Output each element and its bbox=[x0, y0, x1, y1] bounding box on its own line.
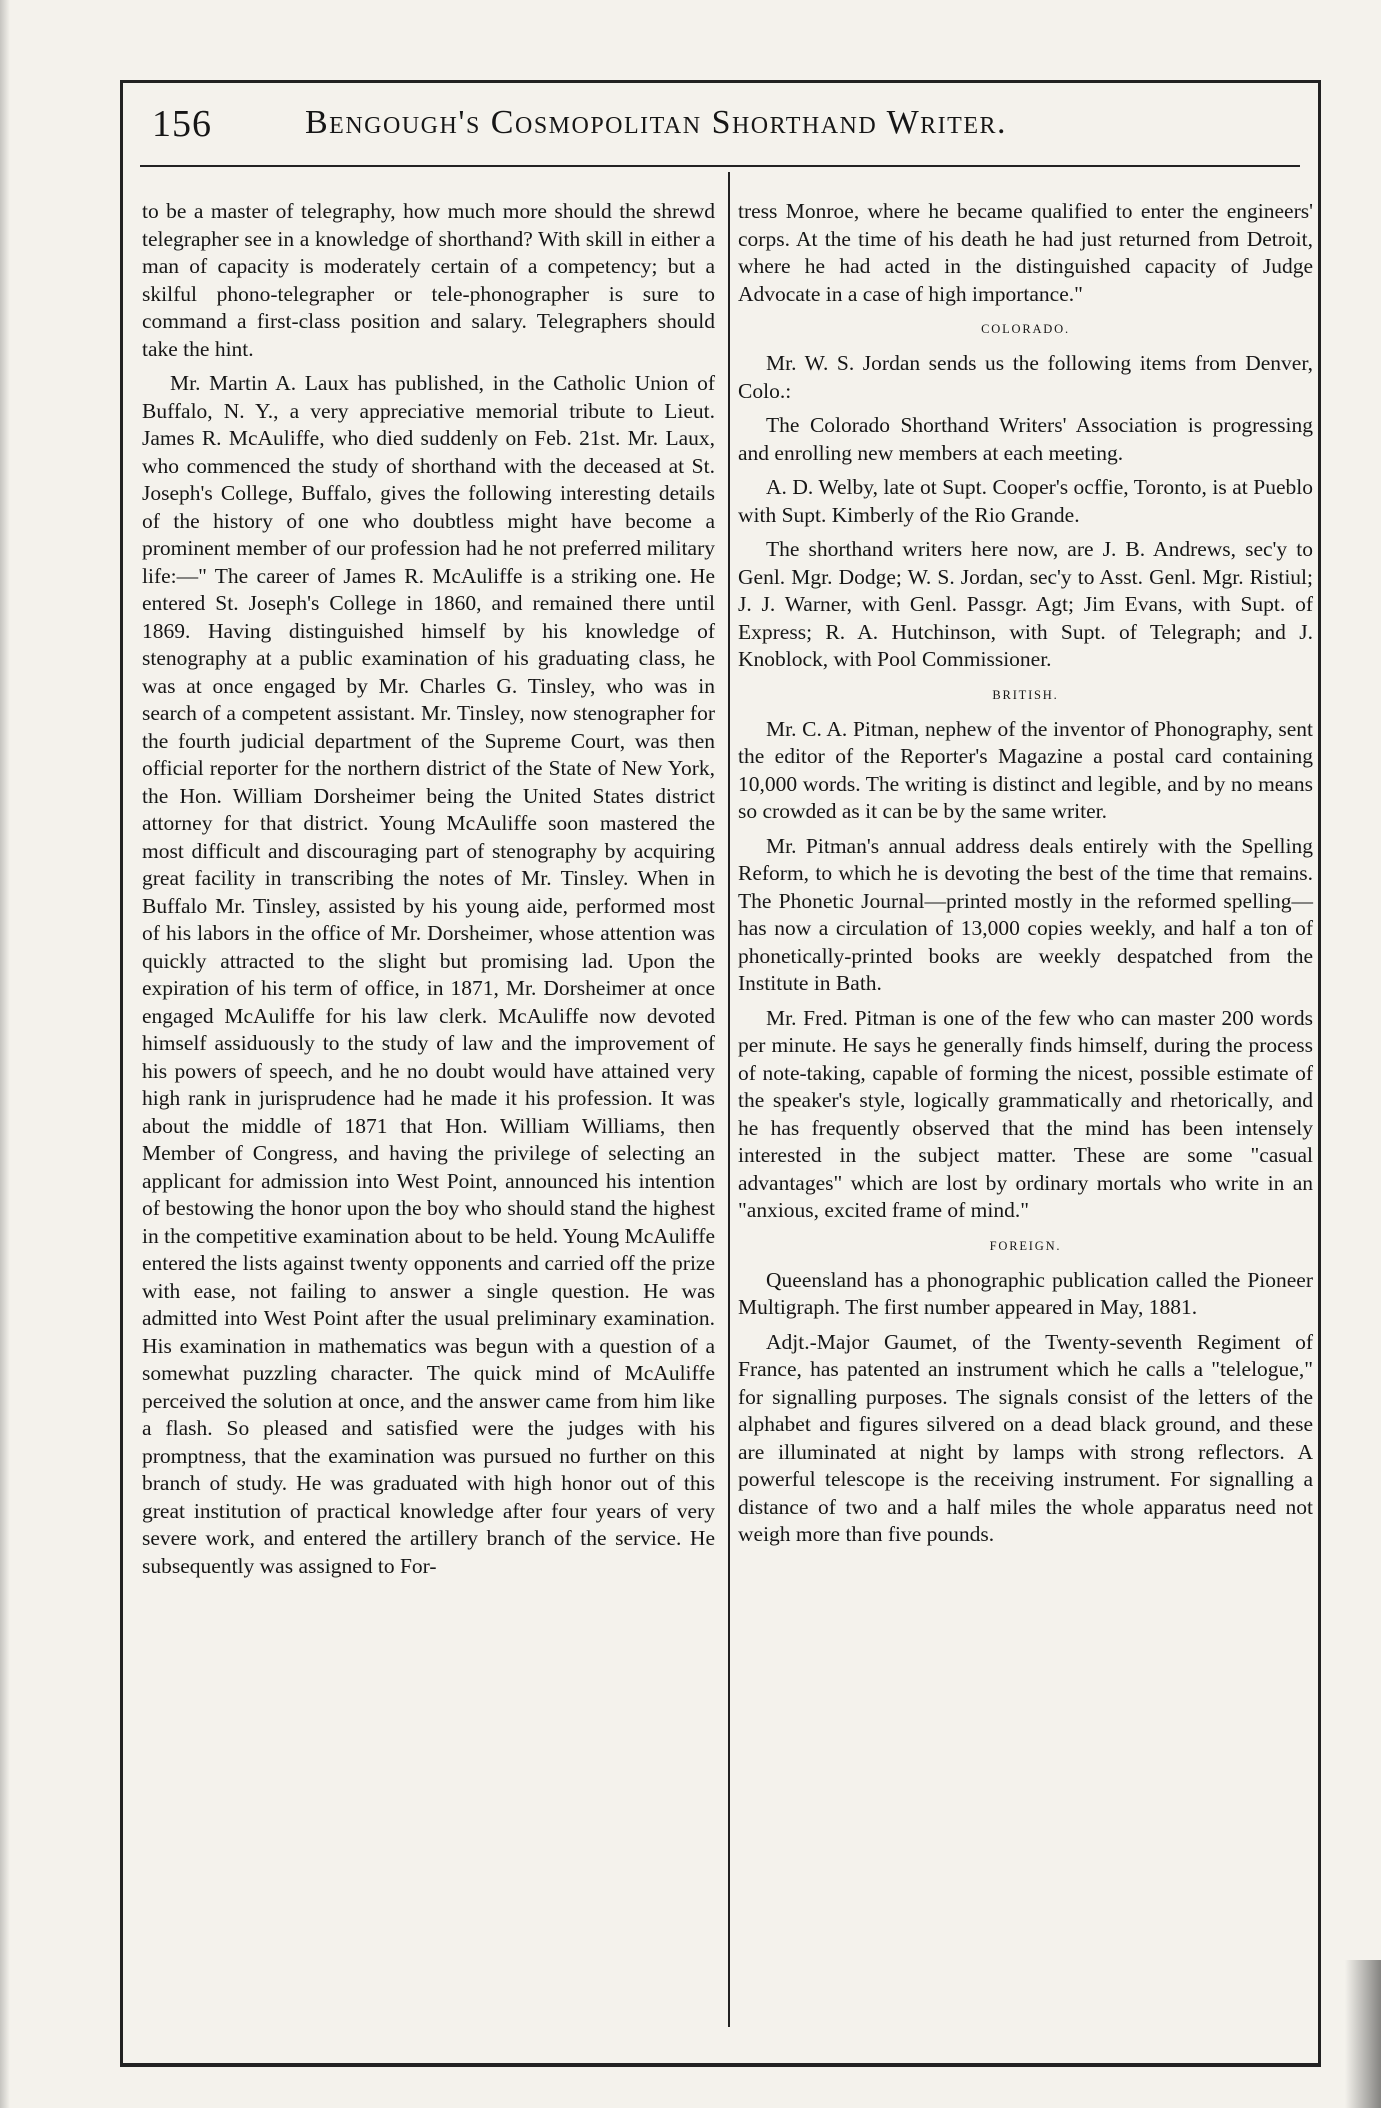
column-divider bbox=[728, 172, 730, 2027]
section-heading-foreign: FOREIGN. bbox=[989, 1238, 1062, 1253]
paragraph: The shorthand writers here now, are J. B. Andrews, sec'y to Genl. Mgr. Dodge; W. S. Jordan, sec'y to Asst. Genl. Mgr. Ristiul; J. J. Warner, with Genl. Passgr. Agt; Jim Evans, with Supt. of Express; R. A. Hutchinson, with Supt. of Telegraph; and J. Knoblock, with Pool Commissioner. bbox=[738, 537, 1313, 671]
paragraph: Mr. Martin A. Laux has published, in the Catholic Union of Buffalo, N. Y., a very appreciative memorial tribute to Lieut. James R. McAuliffe, who died suddenly on Feb. 21st. Mr. Laux, who commenced the study of shorthand with the deceased at St. Joseph's College, Buffalo, gives the following interesting details of the history of one who doubtless might have become a prominent member of our profession had he not preferred military life:—" The career of James R. McAuliffe is a striking one. He entered St. Joseph's College in 1860, and remained there until 1869. Having distinguished himself by his knowledge of stenography at a public examination of his graduating class, he was at once engaged by Mr. Charles G. Tinsley, who was in search of a competent assistant. Mr. Tinsley, now stenographer for the fourth judicial department of the Supreme Court, was then official reporter for the northern district of the State of New York, the Hon. William Dorsheimer being the United States district attorney for that district. Young McAuliffe soon mastered the most difficult and discouraging part of stenography by acquiring great facility in transcribing the notes of Mr. Tinsley. When in Buffalo Mr. Tinsley, assisted by his young aide, performed most of his labors in the office of Mr. Dorsheimer, whose attention was quickly attracted to the slight but promising lad. Upon the expiration of his term of office, in 1871, Mr. Dorsheimer at once engaged McAuliffe for his law clerk. McAuliffe now devoted himself assiduously to the study of law and the improvement of his powers of speech, and he no doubt would have attained very high rank in jurisprudence had he made it his profession. It was about the middle of 1871 that Hon. William Williams, then Member of Congress, and having the privilege of selecting an applicant for admission into West Point, announced his intention of bestowing the honor upon the boy who should stand the highest in the competitive examination about to be held. Young McAuliffe entered the lists against twenty opponents and carried off the prize with ease, not failing to answer a single question. He was admitted into West Point after the usual preliminary examination. His examination in mathematics was begun with a question of a somewhat puzzling character. The quick mind of McAuliffe perceived the solution at once, and the answer came from him like a flash. So pleased and satisfied were the judges with his promptness, that the examination was pursued no further on this branch of study. He was graduated with high honor out of this great institution of practical knowledge after four years of very severe work, and entered the artillery branch of the service. He subsequently was assigned to For- bbox=[142, 371, 715, 1578]
paragraph: Mr. C. A. Pitman, nephew of the inventor of Phonography, sent the editor of the Reporter's Magazine a postal card containing 10,000 words. The writing is distinct and legible, and by no means so crowded as it can be by the same writer. bbox=[738, 716, 1313, 823]
paragraph: Adjt.-Major Gaumet, of the Twenty-seventh Regiment of France, has patented an instrument which he calls a "telelogue," for signalling purposes. The signals consist of the letters of the alphabet and figures silvered on a dead black ground, and these are illuminated at night by lamps with strong reflectors. A powerful telescope is the receiving instrument. For signalling a distance of two and a half miles the whole apparatus need not weigh more than five pounds. bbox=[738, 1329, 1313, 1546]
page-number: 156 bbox=[152, 103, 212, 145]
page-header bbox=[140, 96, 1300, 158]
paragraph: to be a master of telegraphy, how much more should the shrewd telegrapher see in a knowledge of shorthand? With skill in either a man of capacity is moderately certain of a competency; but a skilful phono-telegrapher or tele-phonographer is sure to command a first-class position and salary. Telegraphers should take the hint. bbox=[142, 199, 715, 361]
paragraph: Mr. Fred. Pitman is one of the few who can master 200 words per minute. He says he generally finds himself, during the process of note-taking, capable of forming the nicest, possible estimate of the speaker's style, logically grammatically and rhetorically, and he has frequently observed that the mind has been intensely interested in the subject matter. These are some "casual advantages" which are lost by ordinary mortals who write in an "anxious, excited frame of mind." bbox=[738, 1005, 1313, 1222]
paragraph: The Colorado Shorthand Writers' Association is progressing and enrolling new members at each meeting. bbox=[738, 413, 1313, 465]
scan-corner-shadow bbox=[1345, 1960, 1381, 2108]
paragraph: Queensland has a phonographic publication called the Pioneer Multigraph. The first number appeared in May, 1881. bbox=[738, 1267, 1313, 1319]
section-heading-british: BRITISH. bbox=[992, 687, 1059, 702]
paragraph: Mr. W. S. Jordan sends us the following items from Denver, Colo.: bbox=[738, 351, 1313, 403]
paragraph: A. D. Welby, late ot Supt. Cooper's ocffie, Toronto, is at Pueblo with Supt. Kimberly of the Rio Grande. bbox=[738, 475, 1313, 527]
header-rule bbox=[140, 165, 1300, 167]
right-column bbox=[738, 198, 1313, 1556]
scan-edge-shadow bbox=[0, 0, 10, 2108]
paragraph: Mr. Pitman's annual address deals entirely with the Spelling Reform, to which he is devoting the best of the time that remains. The Phonetic Journal—printed mostly in the reformed spelling—has now a circulation of 13,000 copies weekly, and half a ton of phonetically-printed books are weekly despatched from the Institute in Bath. bbox=[738, 833, 1313, 995]
paragraph: tress Monroe, where he became qualified to enter the engineers' corps. At the time of his death he had just returned from Detroit, where he had acted in the distinguished capacity of Judge Advocate in a case of high importance." bbox=[738, 199, 1313, 306]
section-heading-colorado: COLORADO. bbox=[981, 322, 1070, 336]
running-title: Bengough's Cosmopolitan Shorthand Writer. bbox=[305, 104, 1007, 141]
left-column bbox=[142, 198, 715, 1587]
